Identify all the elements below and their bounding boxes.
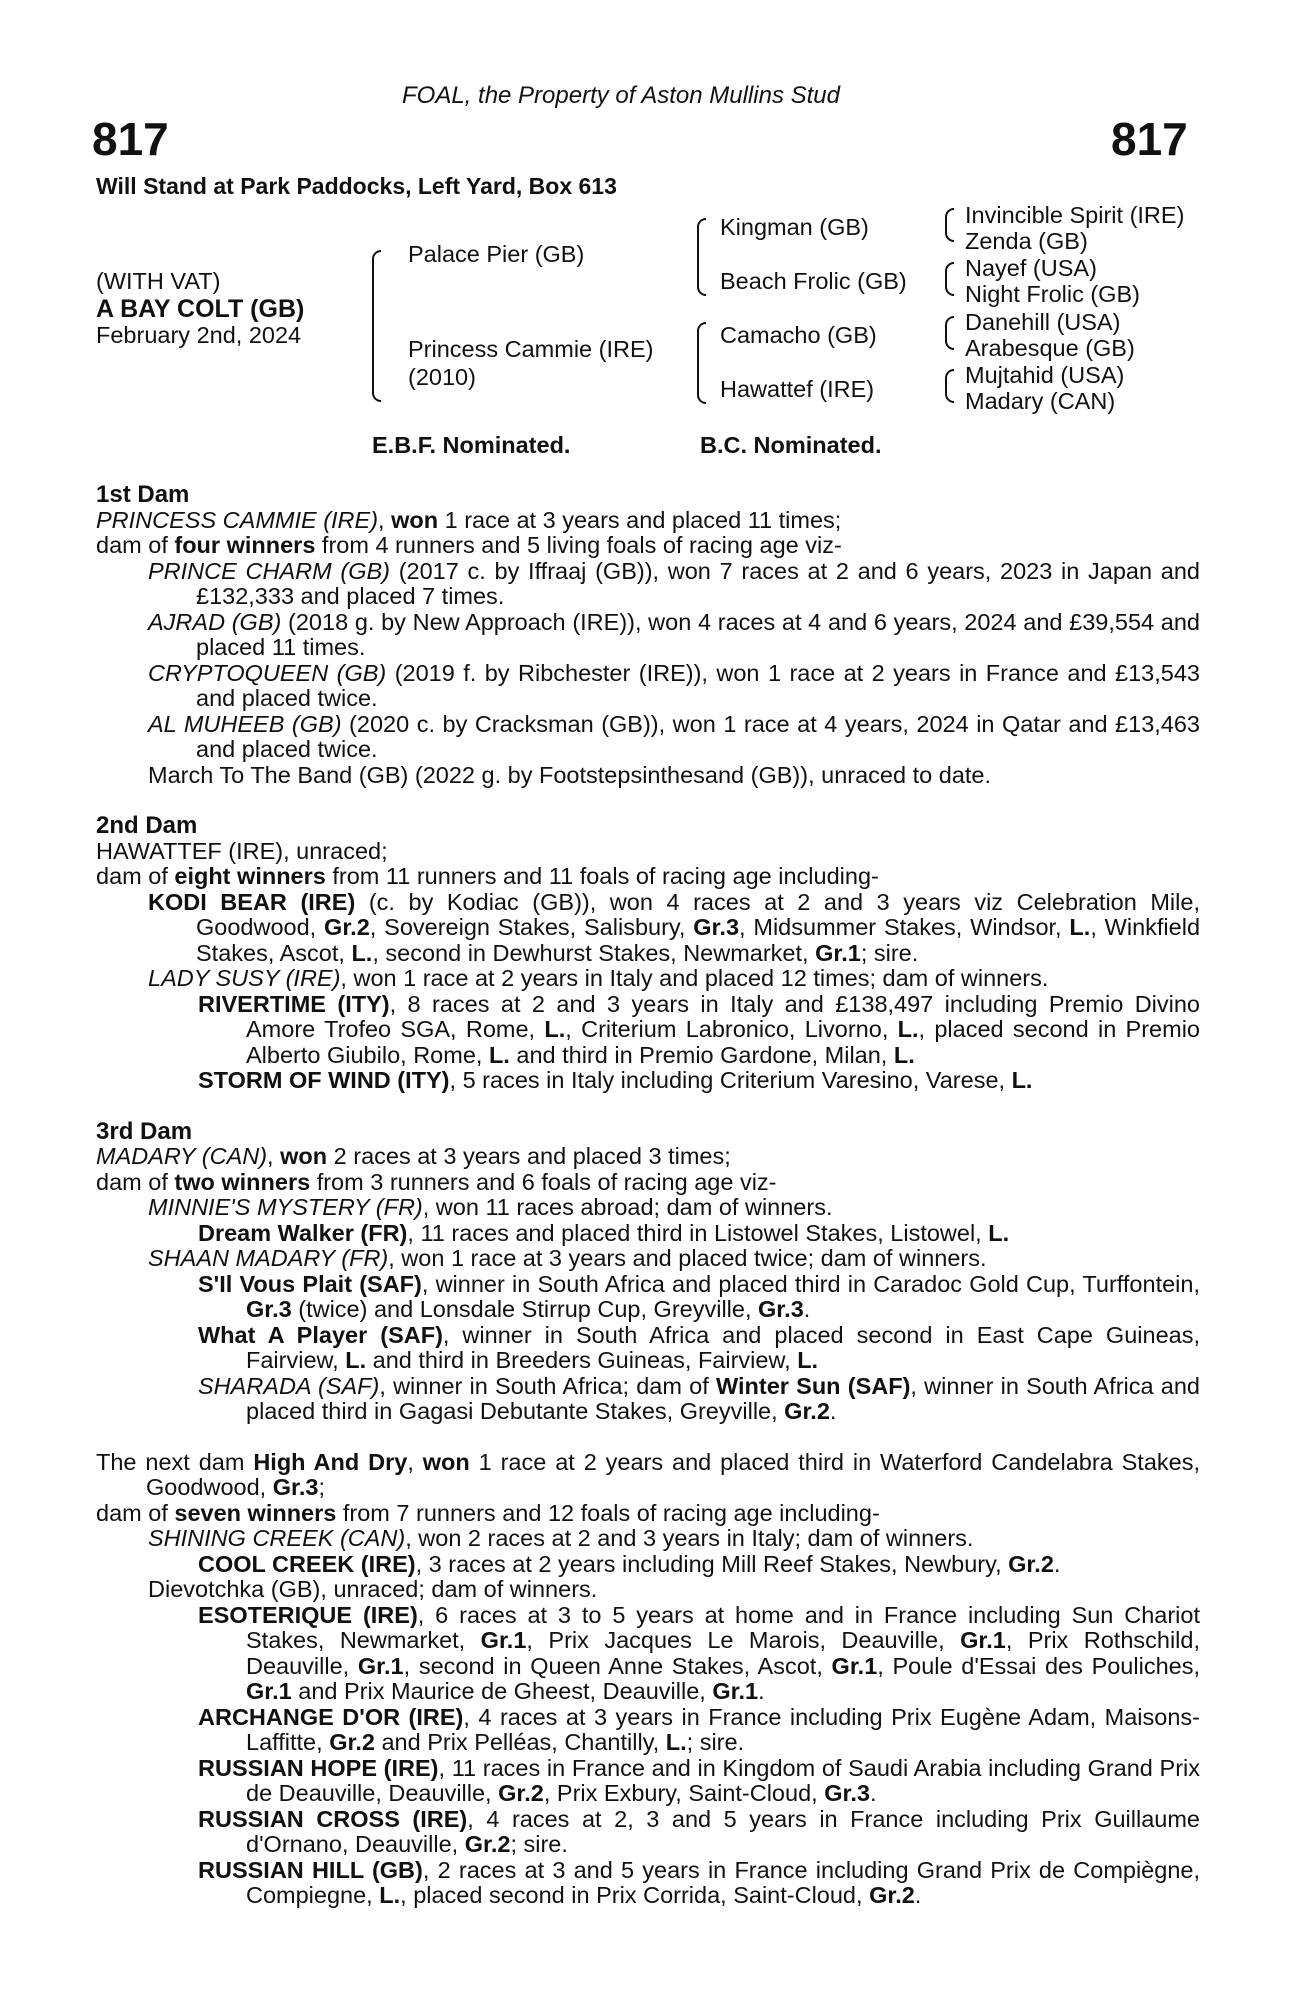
second-dam-produce: dam of eight winners from 11 runners and 11 foals of racing age including- bbox=[96, 863, 879, 889]
produce-entry: RUSSIAN HILL (GB), 2 races at 3 and 5 years in France including Grand Prix de Compiègne, Compiegne, L., placed second in Prix Corrida, Saint-Cloud, Gr.2. bbox=[198, 1856, 1200, 1908]
produce-entry: March To The Band (GB) (2022 g. by Footstepsinthesand (GB)), unraced to date. bbox=[148, 761, 991, 788]
next-dam-produce: dam of seven winners from 7 runners and 12 foals of racing age including- bbox=[96, 1499, 880, 1526]
second-dam-line: HAWATTEF (IRE), unraced; bbox=[96, 837, 388, 864]
g-bracket-3 bbox=[945, 316, 954, 350]
grandsire-3: Danehill (USA) bbox=[965, 309, 1121, 335]
granddam-4: Madary (CAN) bbox=[965, 388, 1116, 414]
sire-parents-bracket bbox=[697, 218, 706, 296]
produce-entry: COOL CREEK (IRE), 3 races at 2 years including Mill Reef Stakes, Newbury, Gr.2. bbox=[198, 1550, 1061, 1577]
produce-entry: SHAAN MADARY (FR), won 1 race at 3 years and placed twice; dam of winners. bbox=[148, 1245, 987, 1271]
produce-entry: Dream Walker (FR), 11 races and placed third in Listowel Stakes, Listowel, L. bbox=[198, 1219, 1010, 1246]
g-bracket-1 bbox=[945, 208, 954, 242]
dam-parents-bracket bbox=[697, 322, 706, 404]
sire-sire: Kingman (GB) bbox=[720, 214, 869, 240]
grandsire-1: Invincible Spirit (IRE) bbox=[965, 202, 1185, 228]
third-dam-produce: dam of two winners from 3 runners and 6 foals of racing age viz- bbox=[96, 1168, 777, 1195]
bc-nomination: B.C. Nominated. bbox=[700, 432, 882, 458]
property-line: FOAL, the Property of Aston Mullins Stud bbox=[402, 82, 840, 109]
granddam-1: Zenda (GB) bbox=[965, 228, 1088, 254]
dam-name: Princess Cammie (IRE) bbox=[408, 336, 654, 362]
horse-name: A BAY COLT (GB) bbox=[96, 295, 305, 323]
g-bracket-4 bbox=[945, 369, 954, 403]
grandsire-4: Mujtahid (USA) bbox=[965, 362, 1125, 388]
granddam-2: Night Frolic (GB) bbox=[965, 281, 1140, 307]
dam-sire: Camacho (GB) bbox=[720, 322, 877, 348]
sire-dam: Beach Frolic (GB) bbox=[720, 268, 907, 294]
produce-entry: ESOTERIQUE (IRE), 6 races at 3 to 5 years at home and in France including Sun Chariot Stakes, Newmarket, Gr.1, Prix Jacques Le Marois, Deauville, Gr.1, Prix Rothschild, Deauville, Gr.1, second in Queen Anne Stakes, Ascot, Gr.1, Poule d'Essai des Pouliches, Gr.1 and Prix Maurice de Gheest, Deauville, Gr.1. bbox=[198, 1601, 1201, 1704]
grandsire-2: Nayef (USA) bbox=[965, 255, 1097, 281]
produce-entry: STORM OF WIND (ITY), 5 races in Italy including Criterium Varesino, Varese, L. bbox=[198, 1067, 1033, 1093]
lot-number-left: 817 bbox=[92, 113, 169, 165]
parents-bracket bbox=[372, 250, 381, 402]
second-dam-heading: 2nd Dam bbox=[96, 812, 198, 839]
produce-entry: S'Il Vous Plait (SAF), winner in South Africa and placed third in Caradoc Gold Cup, Turffontein, Gr.3 (twice) and Lonsdale Stirrup Cup, Greyville, Gr.3. bbox=[198, 1270, 1200, 1322]
produce-entry: AL MUHEEB (GB) (2020 c. by Cracksman (GB)), won 1 race at 4 years, 2024 in Qatar and £13,463 and placed twice. bbox=[148, 710, 1201, 762]
sire-name: Palace Pier (GB) bbox=[408, 241, 585, 267]
produce-entry: SHINING CREEK (CAN), won 2 races at 2 and 3 years in Italy; dam of winners. bbox=[148, 1525, 974, 1551]
produce-entry: ARCHANGE D'OR (IRE), 4 races at 3 years in France including Prix Eugène Adam, Maisons-Laffitte, Gr.2 and Prix Pelléas, Chantilly, L.; sire. bbox=[198, 1703, 1200, 1755]
vat-note: (WITH VAT) bbox=[96, 268, 221, 294]
produce-entry: LADY SUSY (IRE), won 1 race at 2 years in Italy and placed 12 times; dam of winners. bbox=[148, 965, 1049, 991]
dam-dam: Hawattef (IRE) bbox=[720, 376, 875, 402]
produce-entry: MINNIE'S MYSTERY (FR), won 11 races abroad; dam of winners. bbox=[148, 1194, 833, 1220]
first-dam-line: PRINCESS CAMMIE (IRE), won 1 race at 3 years and placed 11 times; bbox=[96, 506, 842, 533]
foaled-date: February 2nd, 2024 bbox=[96, 322, 302, 348]
stand-line: Will Stand at Park Paddocks, Left Yard, Box 613 bbox=[96, 173, 617, 199]
produce-entry: CRYPTOQUEEN (GB) (2019 f. by Ribchester (IRE)), won 1 race at 2 years in France and £13,543 and placed twice. bbox=[148, 659, 1200, 711]
third-dam-heading: 3rd Dam bbox=[96, 1117, 193, 1145]
third-dam-line: MADARY (CAN), won 2 races at 3 years and placed 3 times; bbox=[96, 1143, 731, 1169]
produce-entry: KODI BEAR (IRE) (c. by Kodiac (GB)), won 4 races at 2 and 3 years viz Celebration Mile, Goodwood, Gr.2, Sovereign Stakes, Salisbury, Gr.3, Midsummer Stakes, Windsor, L., Winkfield Stakes, Ascot, L., second in Dewhurst Stakes, Newmarket, Gr.1; sire. bbox=[148, 888, 1201, 966]
produce-entry: Dievotchka (GB), unraced; dam of winners. bbox=[148, 1576, 598, 1602]
produce-entry: PRINCE CHARM (GB) (2017 c. by Iffraaj (GB)), won 7 races at 2 and 6 years, 2023 in Japan and £132,333 and placed 7 times. bbox=[148, 557, 1200, 609]
produce-entry: What A Player (SAF), winner in South Africa and placed second in East Cape Guineas, Fairview, L. and third in Breeders Guineas, Fairview, L. bbox=[198, 1321, 1200, 1373]
lot-number-right: 817 bbox=[1111, 113, 1188, 165]
catalogue-body bbox=[96, 482, 1200, 1909]
first-dam-produce: dam of four winners from 4 runners and 5 living foals of racing age viz- bbox=[96, 532, 842, 558]
g-bracket-2 bbox=[945, 262, 954, 296]
next-dam-line: The next dam High And Dry, won 1 race at 2 years and placed third in Waterford Candelabra Stakes, Goodwood, Gr.3; bbox=[96, 1448, 1201, 1500]
first-dam-heading: 1st Dam bbox=[96, 481, 190, 508]
produce-entry: RIVERTIME (ITY), 8 races at 2 and 3 years in Italy and £138,497 including Premio Divino Amore Trofeo SGA, Rome, L., Criterium Labronico, Livorno, L., placed second in Premio Alberto Giubilo, Rome, L. and third in Premio Gardone, Milan, L. bbox=[198, 990, 1200, 1068]
produce-entry: RUSSIAN HOPE (IRE), 11 races in France and in Kingdom of Saudi Arabia including Grand Prix de Deauville, Deauville, Gr.2, Prix Exbury, Saint-Cloud, Gr.3. bbox=[198, 1754, 1201, 1806]
produce-entry: SHARADA (SAF), winner in South Africa; dam of Winter Sun (SAF), winner in South Africa and placed third in Gagasi Debutante Stakes, Greyville, Gr.2. bbox=[198, 1372, 1201, 1424]
granddam-3: Arabesque (GB) bbox=[965, 335, 1135, 361]
dam-year: (2010) bbox=[408, 364, 476, 390]
ebf-nomination: E.B.F. Nominated. bbox=[372, 432, 571, 458]
produce-entry: AJRAD (GB) (2018 g. by New Approach (IRE)), won 4 races at 4 and 6 years, 2024 and £39,554 and placed 11 times. bbox=[148, 608, 1200, 660]
produce-entry: RUSSIAN CROSS (IRE), 4 races at 2, 3 and 5 years in France including Prix Guillaume d'Ornano, Deauville, Gr.2; sire. bbox=[198, 1805, 1200, 1857]
